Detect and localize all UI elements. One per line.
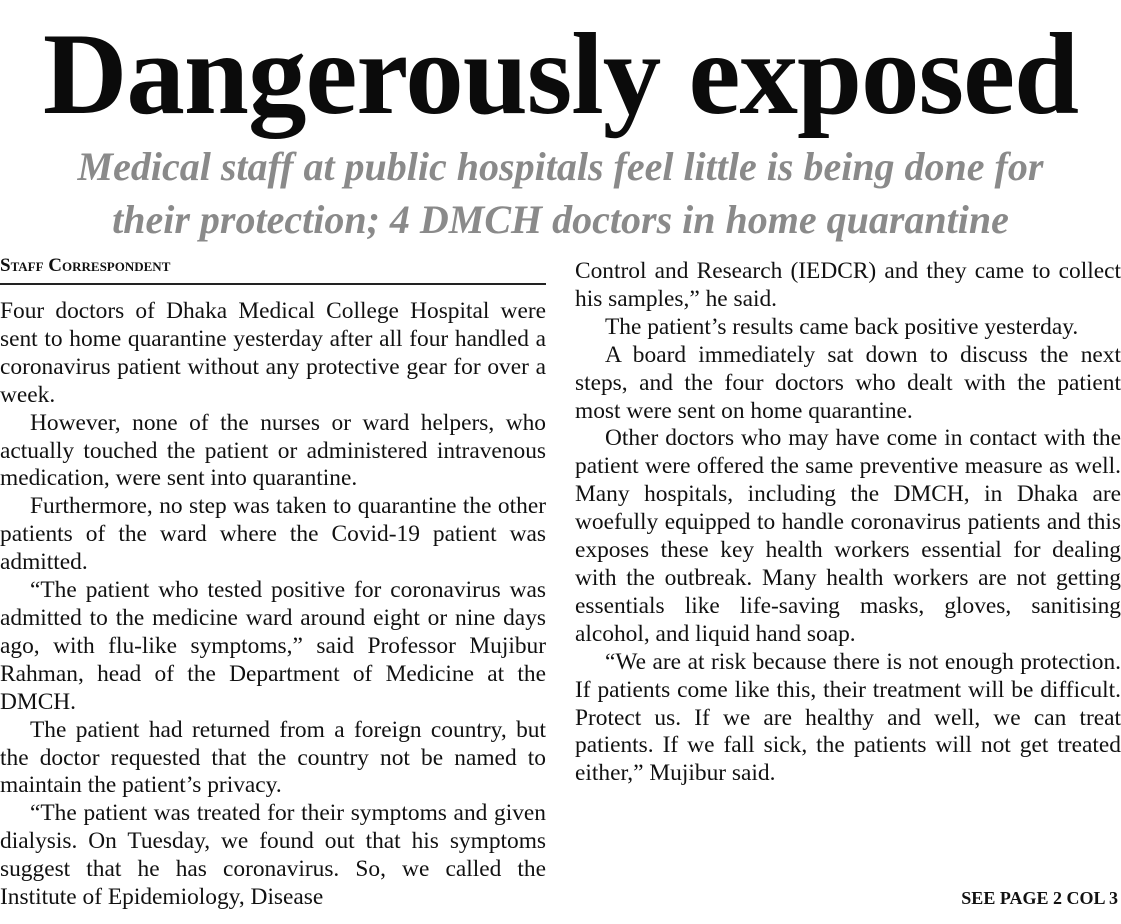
paragraph: Furthermore, no step was taken to quarantine the other patients of the ward where the Covid-19 patient was admitted. xyxy=(0,493,546,576)
paragraph: The patient had returned from a foreign country, but the doctor requested that the country not be named to maintain the patient’s privacy. xyxy=(0,716,546,799)
subheadline xyxy=(0,140,1121,246)
paragraph: Four doctors of Dhaka Medical College Hospital were sent to home quarantine yesterday after all four handled a coronavirus patient without any protective gear for over a week. xyxy=(0,298,546,408)
paragraph: However, none of the nurses or ward helpers, who actually touched the patient or administered intravenous medication, were sent into quarantine. xyxy=(0,409,546,492)
article-column-right xyxy=(575,258,1121,788)
paragraph-continued: Control and Research (IEDCR) and they came to collect his samples,” he said. xyxy=(575,258,1121,312)
paragraph: “We are at risk because there is not enough protection. If patients come like this, their treatment will be difficult. Protect us. If we are healthy and well, we can treat patients. If we fall sick, the patients will not get treated either,” Mujibur said. xyxy=(575,648,1121,787)
byline: Staff Correspondent xyxy=(0,255,546,285)
subheadline-line-1: Medical staff at public hospitals feel little is being done for xyxy=(77,144,1044,189)
paragraph: “The patient who tested positive for coronavirus was admitted to the medicine ward around eight or nine days ago, with flu-like symptoms,” said Professor Mujibur Rahman, head of the Department of Medicine at the DMCH. xyxy=(0,577,546,715)
paragraph: A board immediately sat down to discuss the next steps, and the four doctors who dealt with the patient most were sent on home quarantine. xyxy=(575,341,1121,424)
paragraph: “The patient was treated for their symptoms and given dialysis. On Tuesday, we found out that his symptoms suggest that he has coronavirus. So, we called the Institute of Epidemiology, Disease xyxy=(0,800,546,911)
paragraph: The patient’s results came back positive yesterday. xyxy=(605,313,1079,340)
article-column-left xyxy=(0,298,546,912)
subheadline-line-2: their protection; 4 DMCH doctors in home quarantine xyxy=(112,197,1009,242)
headline: Dangerously exposed xyxy=(42,10,1079,139)
paragraph: Other doctors who may have come in contact with the patient were offered the same preventive measure as well. Many hospitals, including the DMCH, in Dhaka are woefully equipped to handle coronavirus patients and this exposes these key health workers essential for dealing with the outbreak. Many health workers are not getting essentials like life-saving masks, gloves, sanitising alcohol, and liquid hand soap. xyxy=(575,425,1121,647)
continuation-jump-line: SEE PAGE 2 COL 3 xyxy=(961,888,1118,908)
